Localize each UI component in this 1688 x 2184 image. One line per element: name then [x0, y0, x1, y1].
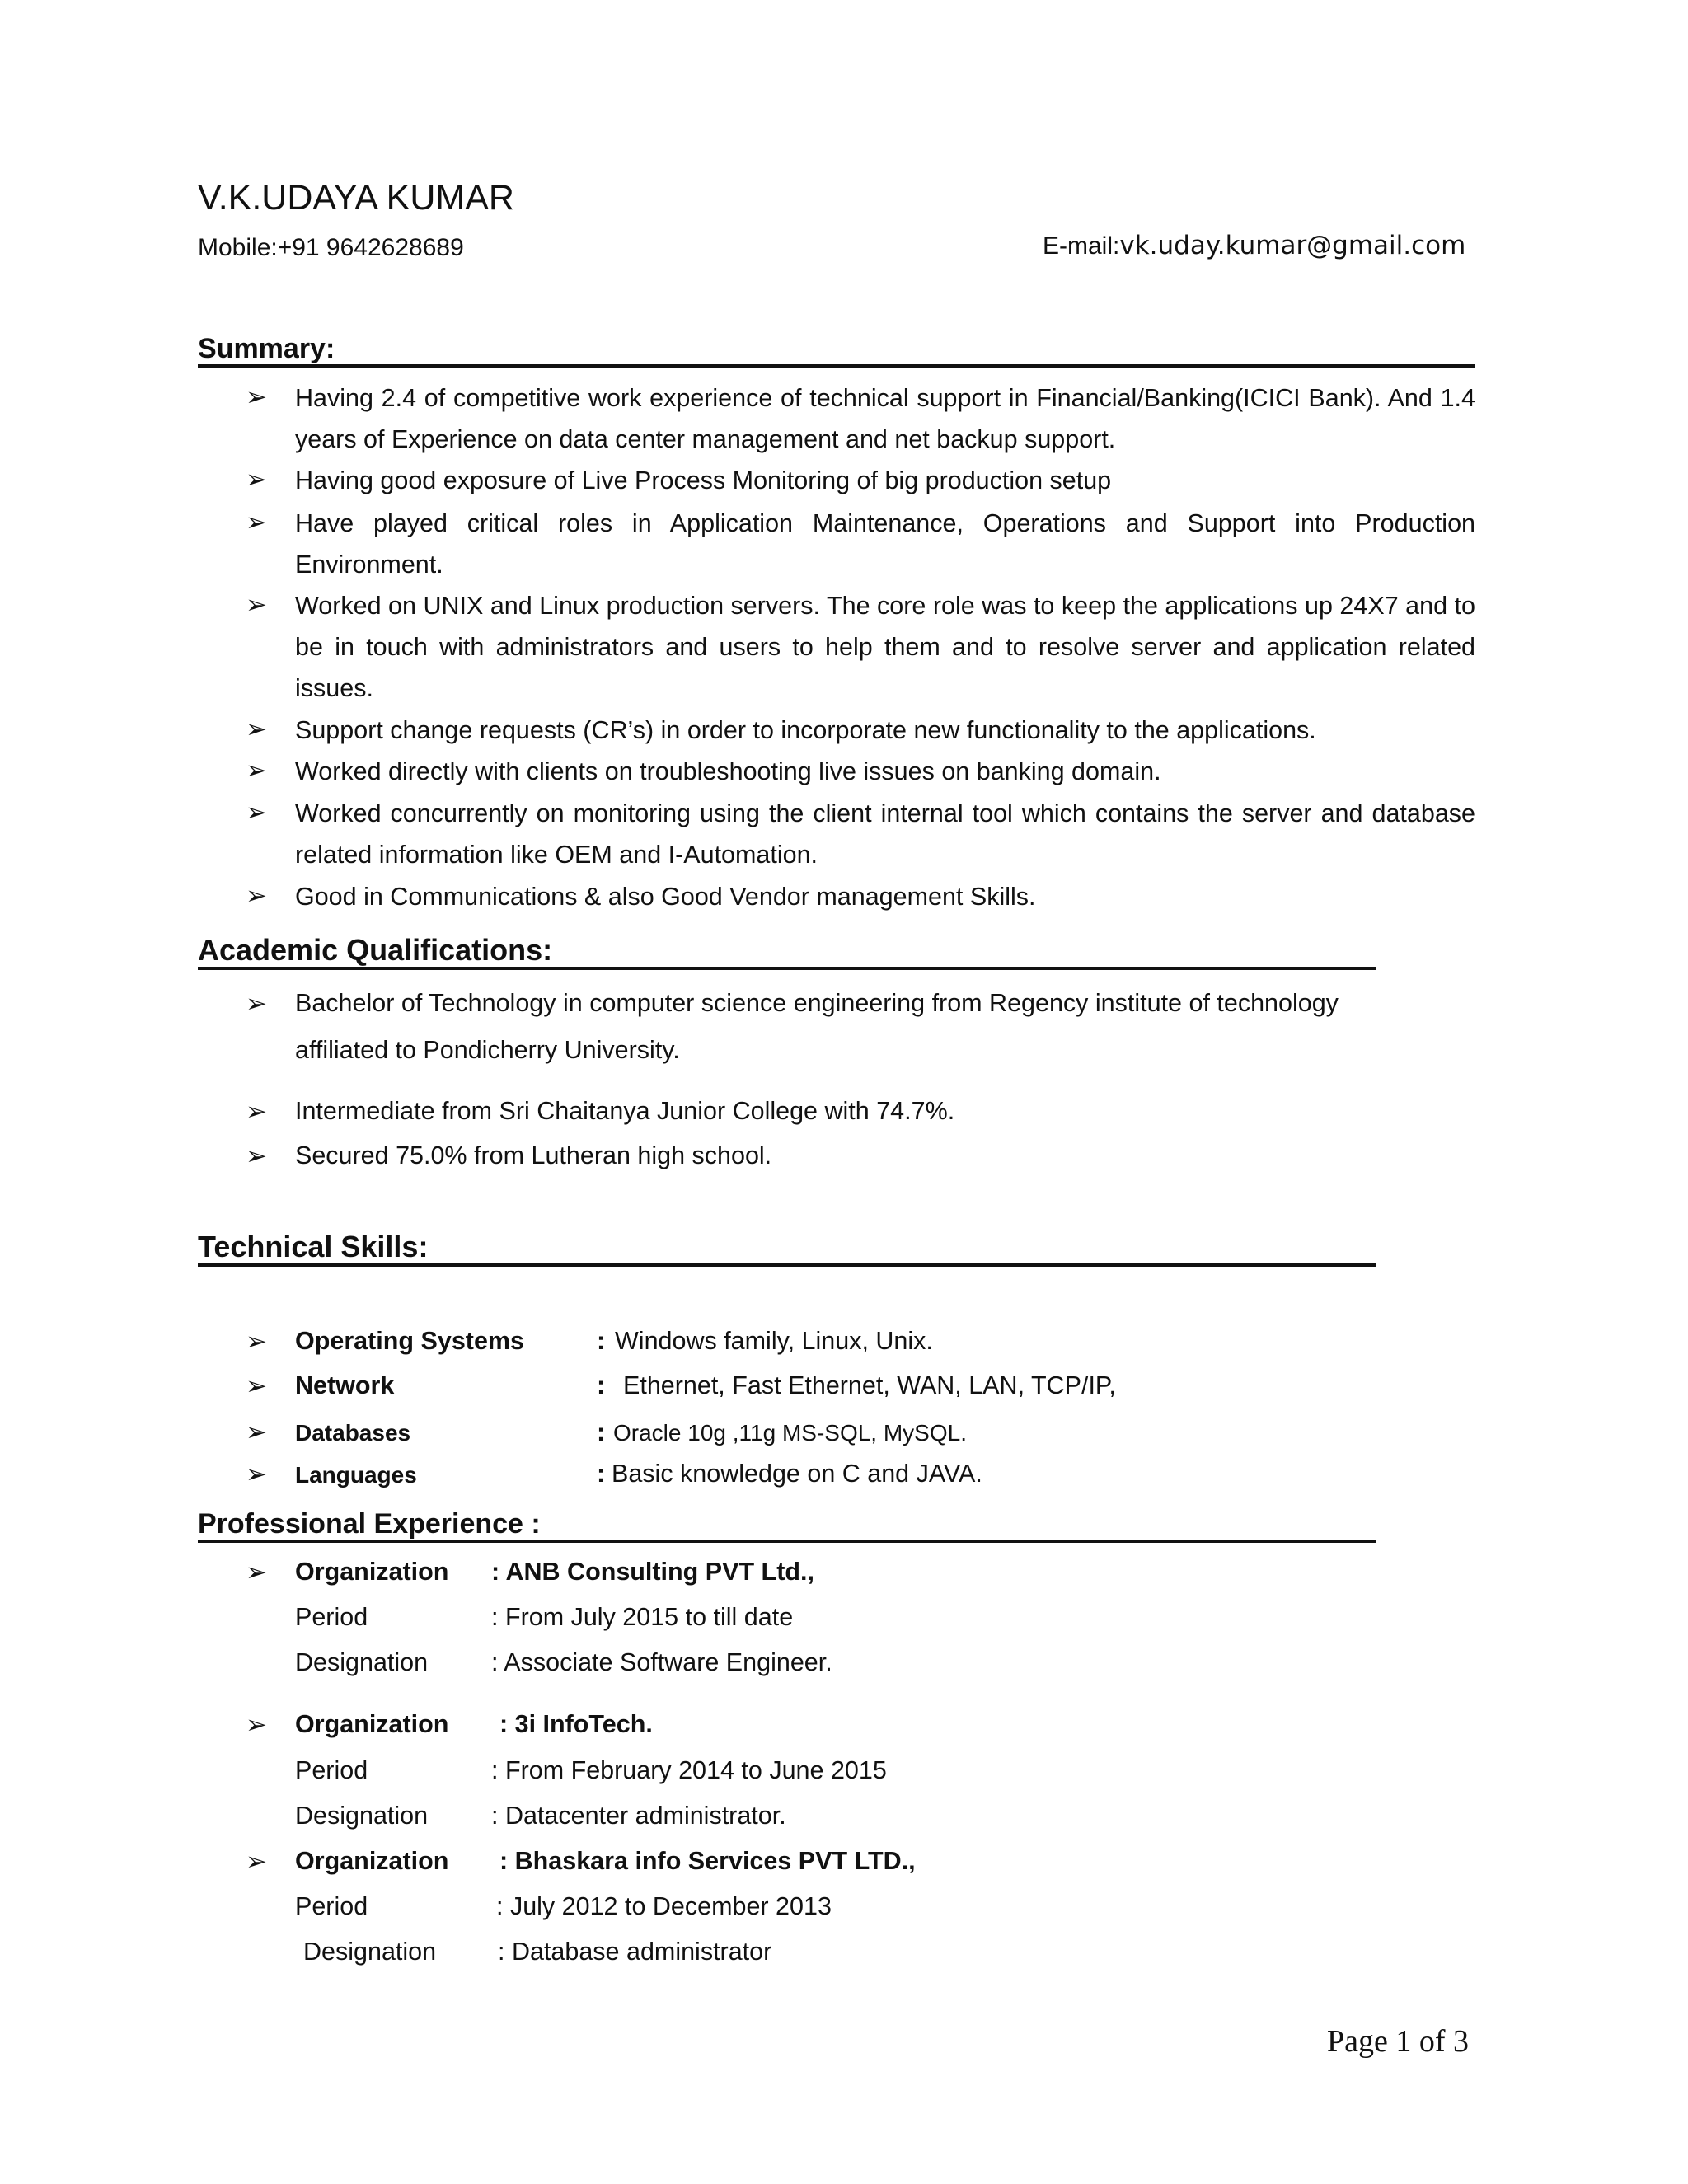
- arrow-bullet-icon: ➢: [246, 1460, 267, 1488]
- skill-value: Ethernet, Fast Ethernet, WAN, LAN, TCP/IP,: [623, 1371, 1116, 1399]
- organization-name: : 3i InfoTech.: [499, 1710, 653, 1738]
- designation-label: Designation: [295, 1802, 429, 1830]
- organization-label: Organization: [295, 1558, 449, 1586]
- skill-value: Basic knowledge on C and JAVA.: [612, 1460, 982, 1488]
- arrow-bullet-icon: ➢: [246, 798, 267, 827]
- email-line: [1043, 231, 1465, 260]
- arrow-bullet-icon: ➢: [246, 465, 267, 494]
- skill-label: Languages: [295, 1462, 417, 1488]
- skill-label: Operating Systems: [295, 1327, 524, 1355]
- period-label: Period: [295, 1892, 368, 1920]
- skill-value: Windows family, Linux, Unix.: [615, 1327, 933, 1355]
- summary-item: Having 2.4 of competitive work experience of technical support in Financial/Banking(ICICI Bank). And 1.4 years of Experience on data center management and net backup support.: [295, 384, 1475, 453]
- skill-value: Oracle 10g ,11g MS-SQL, MySQL.: [613, 1420, 967, 1446]
- arrow-bullet-icon: ➢: [246, 715, 267, 743]
- email-label: E-mail:: [1043, 232, 1120, 260]
- skill-label: Network: [295, 1371, 395, 1399]
- academic-rule: [198, 967, 1376, 970]
- summary-rule: [198, 364, 1475, 368]
- period-label: Period: [295, 1603, 368, 1631]
- skills-rule: [198, 1263, 1376, 1267]
- arrow-bullet-icon: ➢: [246, 1558, 267, 1586]
- arrow-bullet-icon: ➢: [246, 1418, 267, 1446]
- summary-heading: Summary:: [198, 333, 335, 364]
- arrow-bullet-icon: ➢: [246, 756, 267, 785]
- summary-item: Worked directly with clients on troubleshooting live issues on banking domain.: [295, 757, 1161, 785]
- skill-label: Databases: [295, 1420, 411, 1446]
- summary-item: Worked on UNIX and Linux production servers. The core role was to keep the applications up 24X7 and to be in touch with administrators and users to help them and to resolve server and application related issues.: [295, 592, 1475, 702]
- arrow-bullet-icon: ➢: [246, 1141, 267, 1170]
- designation-value: : Datacenter administrator.: [491, 1802, 786, 1830]
- summary-item: Having good exposure of Live Process Monitoring of big production setup: [295, 466, 1112, 494]
- organization-name: : ANB Consulting PVT Ltd.,: [491, 1558, 814, 1586]
- arrow-bullet-icon: ➢: [246, 1327, 267, 1356]
- page-number: Page 1 of 3: [1327, 2024, 1470, 2059]
- arrow-bullet-icon: ➢: [246, 1847, 267, 1876]
- academic-item: Bachelor of Technology in computer science engineering from Regency institute of technology: [295, 989, 1339, 1017]
- summary-item: Worked concurrently on monitoring using the client internal tool which contains the server and database related information like OEM and I-Automation.: [295, 799, 1475, 869]
- summary-item: Good in Communications & also Good Vendor management Skills.: [295, 883, 1036, 911]
- organization-name: : Bhaskara info Services PVT LTD.,: [499, 1847, 916, 1875]
- arrow-bullet-icon: ➢: [246, 590, 267, 619]
- period-value: : From February 2014 to June 2015: [491, 1756, 887, 1784]
- skills-heading: Technical Skills:: [198, 1230, 429, 1263]
- period-value: : July 2012 to December 2013: [496, 1892, 832, 1920]
- academic-item-continued: affiliated to Pondicherry University.: [295, 1036, 680, 1064]
- period-label: Period: [295, 1756, 368, 1784]
- skill-colon: :: [597, 1371, 606, 1399]
- period-value: : From July 2015 to till date: [491, 1603, 794, 1631]
- skill-colon: :: [597, 1418, 606, 1446]
- organization-label: Organization: [295, 1710, 449, 1738]
- arrow-bullet-icon: ➢: [246, 989, 267, 1018]
- arrow-bullet-icon: ➢: [246, 1371, 267, 1400]
- designation-value: : Associate Software Engineer.: [491, 1648, 832, 1676]
- email-address: vk.uday.kumar@gmail.com: [1119, 231, 1466, 260]
- skill-colon: :: [597, 1327, 606, 1355]
- mobile-number: Mobile:+91 9642628689: [198, 234, 464, 261]
- summary-item: Have played critical roles in Application Maintenance, Operations and Support into Production Environment.: [295, 509, 1475, 579]
- designation-label: Designation: [295, 1648, 429, 1676]
- designation-value: : Database administrator: [498, 1938, 772, 1966]
- summary-item: Support change requests (CR’s) in order to incorporate new functionality to the applications.: [295, 716, 1316, 744]
- academic-item: Intermediate from Sri Chaitanya Junior College with 74.7%.: [295, 1097, 955, 1125]
- arrow-bullet-icon: ➢: [246, 382, 267, 411]
- designation-label: Designation: [303, 1938, 437, 1966]
- arrow-bullet-icon: ➢: [246, 881, 267, 910]
- academic-heading: Academic Qualifications:: [198, 933, 553, 967]
- arrow-bullet-icon: ➢: [246, 508, 267, 537]
- arrow-bullet-icon: ➢: [246, 1710, 267, 1739]
- academic-item: Secured 75.0% from Lutheran high school.: [295, 1141, 772, 1169]
- experience-heading: Professional Experience :: [198, 1508, 541, 1540]
- organization-label: Organization: [295, 1847, 449, 1875]
- arrow-bullet-icon: ➢: [246, 1097, 267, 1126]
- candidate-name: V.K.UDAYA KUMAR: [198, 178, 514, 218]
- skill-colon: :: [597, 1460, 606, 1488]
- experience-rule: [198, 1540, 1376, 1543]
